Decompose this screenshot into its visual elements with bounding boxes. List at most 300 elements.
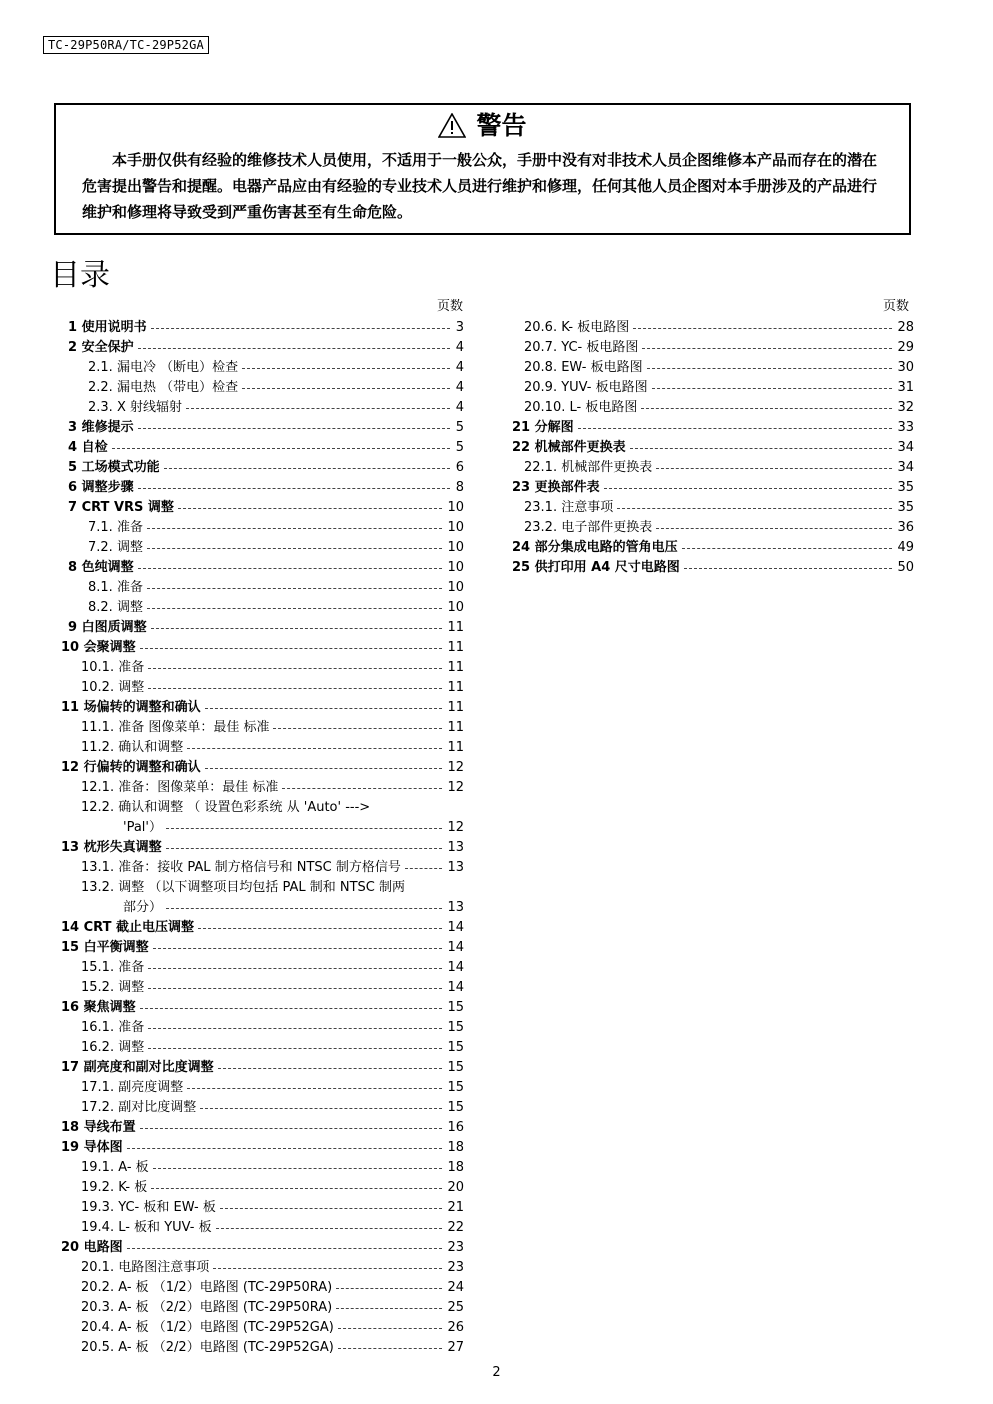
- toc-entry-label: [68, 498, 174, 518]
- toc-entry-label: [81, 798, 370, 818]
- toc-entry-text: 'Pal'）: [123, 820, 162, 835]
- toc-entry-number: 11.2.: [81, 740, 115, 755]
- toc-entry-number: 11.1.: [81, 720, 115, 735]
- toc-entry-text: 副对比度调整: [118, 1100, 197, 1115]
- toc-entry-text: 漏电冷 （断电）检查: [116, 360, 239, 375]
- toc-leader-dots: [242, 388, 450, 389]
- toc-leader-dots: [216, 1228, 442, 1229]
- toc-row: [0, 718, 470, 738]
- toc-entry-text: 枕形失真调整: [83, 840, 162, 855]
- toc-entry-number: 10.1.: [81, 660, 115, 675]
- toc-right-column: [500, 318, 920, 578]
- toc-entry-number: 7.1.: [88, 520, 113, 535]
- toc-row: [500, 478, 920, 498]
- toc-entry-text: YUV- 板电路图: [561, 380, 648, 395]
- toc-leader-dots: [138, 568, 442, 569]
- toc-entry-number: 20.2.: [81, 1280, 115, 1295]
- toc-entry-text: 准备: [116, 580, 143, 595]
- toc-leader-dots: [187, 748, 442, 749]
- toc-entry-page: 20: [447, 1180, 464, 1195]
- toc-row: [0, 1298, 470, 1318]
- toc-entry-label: [81, 1278, 332, 1298]
- toc-entry-number: 5: [68, 460, 78, 475]
- toc-row: [0, 518, 470, 538]
- toc-row: [0, 1338, 470, 1358]
- toc-entry-text: 部分集成电路的管角电压: [534, 540, 678, 555]
- toc-entry-page: 36: [897, 520, 914, 535]
- toc-entry-page: 18: [447, 1160, 464, 1175]
- toc-entry-page: 21: [447, 1200, 464, 1215]
- toc-entry-label: [88, 398, 182, 418]
- toc-entry-number: 3: [68, 420, 78, 435]
- toc-entry-page: 11: [447, 680, 464, 695]
- toc-leader-dots: [140, 1128, 442, 1129]
- toc-row: [0, 1138, 470, 1158]
- toc-entry-number: 19.2.: [81, 1180, 115, 1195]
- toc-entry-number: 22: [512, 440, 531, 455]
- toc-entry-page: 4: [455, 400, 464, 415]
- toc-entry-number: 1: [68, 320, 78, 335]
- toc-entry-text: 调整: [116, 600, 143, 615]
- toc-entry-page: 28: [897, 320, 914, 335]
- toc-entry-page: 11: [447, 660, 464, 675]
- toc-leader-dots: [147, 548, 442, 549]
- toc-entry-page: 29: [897, 340, 914, 355]
- toc-entry-page: 27: [447, 1340, 464, 1355]
- toc-entry-number: 21: [512, 420, 531, 435]
- toc-entry-number: 23.1.: [524, 500, 558, 515]
- toc-entry-number: 20.10.: [524, 400, 566, 415]
- toc-entry-number: 16: [61, 1000, 80, 1015]
- toc-row: [0, 378, 470, 398]
- toc-row: [0, 1278, 470, 1298]
- toc-entry-text: 自检: [81, 440, 108, 455]
- toc-entry-text: 注意事项: [561, 500, 614, 515]
- toc-row: [0, 458, 470, 478]
- toc-entry-page: 15: [447, 1060, 464, 1075]
- toc-leader-dots: [151, 628, 442, 629]
- toc-leader-dots: [148, 668, 442, 669]
- toc-entry-text: 调整步骤: [81, 480, 134, 495]
- toc-entry-label: [81, 1178, 147, 1198]
- toc-entry-text: 调整: [118, 980, 145, 995]
- toc-entry-number: 4: [68, 440, 78, 455]
- toc-entry-page: 15: [447, 1000, 464, 1015]
- toc-leader-dots: [140, 1008, 442, 1009]
- toc-entry-number: 10: [61, 640, 80, 655]
- toc-row: [0, 1078, 470, 1098]
- toc-entry-label: [81, 1338, 334, 1358]
- toc-entry-number: 20.9.: [524, 380, 558, 395]
- toc-entry-page: 11: [447, 640, 464, 655]
- toc-entry-text: 电子部件更换表: [561, 520, 653, 535]
- toc-row: [0, 558, 470, 578]
- toc-entry-page: 11: [447, 620, 464, 635]
- toc-row: [0, 398, 470, 418]
- toc-entry-number: 20.6.: [524, 320, 558, 335]
- toc-entry-text: 分解图: [534, 420, 574, 435]
- toc-leader-dots: [147, 528, 442, 529]
- toc-entry-text: 电路图注意事项: [118, 1260, 210, 1275]
- toc-leader-dots: [153, 1168, 442, 1169]
- toc-entry-number: 20.1.: [81, 1260, 115, 1275]
- toc-row: [500, 518, 920, 538]
- toc-entry-page: 3: [455, 320, 464, 335]
- toc-entry-text: A- 板 （2/2）电路图 (TC-29P52GA): [118, 1340, 334, 1355]
- toc-row: [0, 738, 470, 758]
- toc-row: [500, 418, 920, 438]
- toc-entry-number: 19.4.: [81, 1220, 115, 1235]
- toc-entry-number: 7: [68, 500, 78, 515]
- toc-entry-label: [512, 478, 600, 498]
- toc-leader-dots: [642, 348, 892, 349]
- toc-leader-dots: [273, 728, 442, 729]
- toc-entry-label: [68, 558, 134, 578]
- toc-row: [0, 818, 470, 838]
- toc-entry-text: 使用说明书: [81, 320, 147, 335]
- toc-entry-label: [81, 978, 144, 998]
- toc-leader-dots: [166, 828, 442, 829]
- toc-entry-text: K- 板: [118, 1180, 148, 1195]
- toc-entry-page: 6: [455, 460, 464, 475]
- toc-entry-page: 15: [447, 1020, 464, 1035]
- toc-entry-label: [81, 658, 144, 678]
- toc-leader-dots: [684, 568, 892, 569]
- toc-entry-number: 2.1.: [88, 360, 113, 375]
- toc-entry-label: [524, 498, 613, 518]
- toc-leader-dots: [656, 528, 892, 529]
- toc-entry-label: [88, 378, 238, 398]
- model-tag: TC-29P50RA/TC-29P52GA: [43, 36, 209, 54]
- toc-entry-text: A- 板 （1/2）电路图 (TC-29P50RA): [118, 1280, 333, 1295]
- toc-entry-label: [68, 458, 160, 478]
- toc-entry-label: [81, 1098, 196, 1118]
- toc-row: [0, 1038, 470, 1058]
- toc-entry-number: 24: [512, 540, 531, 555]
- toc-entry-page: 31: [897, 380, 914, 395]
- toc-entry-text: YC- 板和 EW- 板: [118, 1200, 216, 1215]
- toc-entry-label: [81, 1158, 149, 1178]
- toc-entry-page: 14: [447, 940, 464, 955]
- toc-row: [0, 1158, 470, 1178]
- toc-entry-number: 20.5.: [81, 1340, 115, 1355]
- toc-leader-dots: [166, 908, 442, 909]
- toc-entry-text: 准备: [118, 660, 145, 675]
- toc-row: [0, 418, 470, 438]
- toc-leader-dots: [682, 548, 892, 549]
- toc-entry-number: 12.1.: [81, 780, 115, 795]
- toc-entry-text: EW- 板电路图: [561, 360, 643, 375]
- toc-leader-dots: [205, 768, 442, 769]
- toc-entry-label: [68, 318, 147, 338]
- toc-entry-label: [524, 378, 648, 398]
- toc-entry-page: 25: [447, 1300, 464, 1315]
- toc-entry-number: 20.4.: [81, 1320, 115, 1335]
- toc-entry-label: [123, 818, 162, 838]
- toc-entry-text: 更换部件表: [534, 480, 600, 495]
- toc-entry-text: YC- 板电路图: [561, 340, 639, 355]
- toc-entry-text: A- 板 （2/2）电路图 (TC-29P50RA): [118, 1300, 333, 1315]
- toc-row: [0, 778, 470, 798]
- toc-entry-text: K- 板电路图: [561, 320, 630, 335]
- toc-row: [500, 458, 920, 478]
- toc-leader-dots: [242, 368, 450, 369]
- toc-entry-page: 13: [447, 900, 464, 915]
- toc-entry-label: [81, 1018, 144, 1038]
- toc-entry-text: 准备 图像菜单：最佳 标准: [118, 720, 270, 735]
- toc-entry-number: 12.2.: [81, 800, 115, 815]
- toc-row: [500, 438, 920, 458]
- toc-entry-text: 调整: [118, 680, 145, 695]
- toc-entry-number: 2.2.: [88, 380, 113, 395]
- toc-entry-number: 2: [68, 340, 78, 355]
- toc-leader-dots: [630, 448, 892, 449]
- toc-entry-page: 4: [455, 340, 464, 355]
- toc-entry-text: 漏电热 （带电）检查: [116, 380, 239, 395]
- toc-entry-label: [81, 778, 278, 798]
- toc-row: [0, 498, 470, 518]
- toc-left-column: [0, 318, 470, 1358]
- toc-row: [0, 578, 470, 598]
- toc-entry-number: 8.1.: [88, 580, 113, 595]
- toc-entry-number: 16.1.: [81, 1020, 115, 1035]
- toc-leader-dots: [166, 848, 442, 849]
- toc-row: [0, 998, 470, 1018]
- toc-entry-page: 14: [447, 960, 464, 975]
- toc-entry-label: [81, 878, 405, 898]
- toc-entry-page: 10: [447, 520, 464, 535]
- toc-entry-label: [88, 358, 238, 378]
- toc-entry-text: X 射线辐射: [116, 400, 182, 415]
- toc-row: [0, 838, 470, 858]
- toc-row: [0, 618, 470, 638]
- toc-entry-page: 16: [447, 1120, 464, 1135]
- toc-entry-text: 副亮度和副对比度调整: [83, 1060, 214, 1075]
- toc-entry-page: 34: [897, 460, 914, 475]
- toc-entry-page: 4: [455, 380, 464, 395]
- toc-entry-page: 22: [447, 1220, 464, 1235]
- toc-leader-dots: [338, 1348, 442, 1349]
- toc-entry-page: 13: [447, 860, 464, 875]
- toc-leader-dots: [186, 408, 450, 409]
- toc-entry-label: [512, 558, 680, 578]
- toc-entry-number: 17.2.: [81, 1100, 115, 1115]
- toc-row: [0, 918, 470, 938]
- toc-entry-page: 30: [897, 360, 914, 375]
- toc-entry-page: 10: [447, 600, 464, 615]
- toc-leader-dots: [205, 708, 442, 709]
- toc-leader-dots: [147, 588, 442, 589]
- toc-entry-text: L- 板和 YUV- 板: [118, 1220, 212, 1235]
- toc-entry-number: 15.1.: [81, 960, 115, 975]
- warning-triangle-icon: [438, 113, 466, 138]
- toc-entry-text: 准备：图像菜单：最佳 标准: [118, 780, 279, 795]
- toc-entry-label: [61, 1118, 136, 1138]
- toc-entry-label: [524, 518, 652, 538]
- toc-entry-text: 白平衡调整: [83, 940, 149, 955]
- toc-leader-dots: [604, 488, 892, 489]
- toc-leader-dots: [405, 868, 442, 869]
- toc-entry-text: 场偏转的调整和确认: [83, 700, 201, 715]
- toc-entry-number: 13: [61, 840, 80, 855]
- toc-row: [0, 1258, 470, 1278]
- toc-leader-dots: [220, 1208, 442, 1209]
- toc-row: [0, 338, 470, 358]
- toc-leader-dots: [148, 1028, 442, 1029]
- toc-leader-dots: [148, 968, 442, 969]
- toc-entry-page: 13: [447, 840, 464, 855]
- toc-entry-label: [81, 858, 401, 878]
- toc-row: [0, 678, 470, 698]
- toc-entry-label: [81, 958, 144, 978]
- toc-entry-label: [88, 598, 143, 618]
- toc-entry-label: [123, 898, 162, 918]
- toc-row: [0, 538, 470, 558]
- toc-entry-page: 34: [897, 440, 914, 455]
- toc-entry-text: 供打印用 A4 尺寸电路图: [534, 560, 680, 575]
- toc-entry-number: 23: [512, 480, 531, 495]
- toc-entry-page: 11: [447, 740, 464, 755]
- toc-entry-number: 6: [68, 480, 78, 495]
- toc-entry-text: 白图质调整: [81, 620, 147, 635]
- toc-row: [500, 378, 920, 398]
- warning-box: [54, 103, 911, 235]
- toc-row: [500, 338, 920, 358]
- toc-entry-number: 19.1.: [81, 1160, 115, 1175]
- toc-entry-label: [61, 1138, 123, 1158]
- toc-row: [500, 538, 920, 558]
- toc-row: [0, 318, 470, 338]
- toc-entry-number: 17.1.: [81, 1080, 115, 1095]
- toc-entry-page: 8: [455, 480, 464, 495]
- toc-entry-number: 20.7.: [524, 340, 558, 355]
- toc-row: [0, 1018, 470, 1038]
- toc-leader-dots: [187, 1088, 442, 1089]
- toc-entry-text: 机械部件更换表: [534, 440, 626, 455]
- toc-entry-text: 维修提示: [81, 420, 134, 435]
- toc-entry-text: 聚焦调整: [83, 1000, 136, 1015]
- toc-entry-text: A- 板 （1/2）电路图 (TC-29P52GA): [118, 1320, 334, 1335]
- toc-entry-label: [61, 998, 136, 1018]
- toc-entry-page: 11: [447, 700, 464, 715]
- toc-entry-text: 准备: [118, 960, 145, 975]
- toc-entry-number: 18: [61, 1120, 80, 1135]
- toc-row: [0, 958, 470, 978]
- toc-right-page-label: 页数: [883, 299, 910, 314]
- toc-entry-text: 部分）: [123, 900, 163, 915]
- toc-entry-label: [512, 538, 678, 558]
- toc-entry-label: [81, 1298, 332, 1318]
- toc-row: [0, 638, 470, 658]
- toc-entry-label: [61, 918, 194, 938]
- toc-entry-label: [81, 678, 144, 698]
- toc-entry-page: 24: [447, 1280, 464, 1295]
- toc-entry-number: 16.2.: [81, 1040, 115, 1055]
- toc-entry-page: 12: [447, 760, 464, 775]
- toc-row: [0, 598, 470, 618]
- toc-entry-page: 49: [897, 540, 914, 555]
- toc-row: [0, 478, 470, 498]
- toc-entry-page: 10: [447, 500, 464, 515]
- toc-entry-label: [68, 478, 134, 498]
- toc-row: [0, 1118, 470, 1138]
- toc-entry-label: [68, 438, 108, 458]
- toc-row: [0, 978, 470, 998]
- toc-entry-text: 行偏转的调整和确认: [83, 760, 201, 775]
- toc-entry-text: 工场模式功能: [81, 460, 160, 475]
- toc-entry-text: 机械部件更换表: [561, 460, 653, 475]
- toc-leader-dots: [338, 1328, 442, 1329]
- toc-entry-page: 35: [897, 500, 914, 515]
- toc-entry-number: 19.3.: [81, 1200, 115, 1215]
- toc-entry-page: 5: [455, 440, 464, 455]
- toc-entry-label: [524, 338, 638, 358]
- toc-entry-text: 准备: [118, 1020, 145, 1035]
- toc-entry-label: [61, 758, 201, 778]
- toc-entry-page: 15: [447, 1040, 464, 1055]
- warning-title-text: 警告: [476, 111, 527, 140]
- toc-entry-number: 13.2.: [81, 880, 115, 895]
- toc-entry-label: [81, 1198, 216, 1218]
- toc-entry-page: 12: [447, 820, 464, 835]
- toc-entry-text: 确认和调整: [118, 740, 184, 755]
- toc-leader-dots: [200, 1108, 442, 1109]
- toc-entry-number: 17: [61, 1060, 80, 1075]
- toc-entry-number: 14: [61, 920, 80, 935]
- toc-entry-number: 9: [68, 620, 78, 635]
- toc-entry-number: 23.2.: [524, 520, 558, 535]
- toc-entry-number: 12: [61, 760, 80, 775]
- toc-entry-page: 18: [447, 1140, 464, 1155]
- toc-row: [0, 1238, 470, 1258]
- toc-entry-text: 安全保护: [81, 340, 134, 355]
- toc-entry-text: CRT VRS 调整: [81, 500, 174, 515]
- toc-entry-label: [81, 718, 269, 738]
- toc-leader-dots: [213, 1268, 442, 1269]
- toc-entry-label: [61, 698, 201, 718]
- toc-entry-number: 11: [61, 700, 80, 715]
- toc-entry-page: 10: [447, 560, 464, 575]
- toc-entry-page: 23: [447, 1260, 464, 1275]
- toc-left-page-label: 页数: [437, 299, 464, 314]
- toc-row: [500, 498, 920, 518]
- toc-entry-label: [81, 1318, 334, 1338]
- toc-entry-label: [524, 358, 643, 378]
- toc-entry-number: 8.2.: [88, 600, 113, 615]
- toc-entry-page: 11: [447, 720, 464, 735]
- toc-leader-dots: [147, 608, 442, 609]
- toc-entry-label: [524, 398, 637, 418]
- toc-leader-dots: [652, 388, 892, 389]
- toc-entry-text: 准备：接收 PAL 制方格信号和 NTSC 制方格信号: [118, 860, 401, 875]
- toc-leader-dots: [148, 1048, 442, 1049]
- toc-row: [500, 318, 920, 338]
- toc-entry-page: 35: [897, 480, 914, 495]
- toc-row: [0, 898, 470, 918]
- toc-row: [500, 558, 920, 578]
- toc-leader-dots: [138, 348, 450, 349]
- toc-row: [500, 358, 920, 378]
- toc-entry-text: 调整: [118, 1040, 145, 1055]
- toc-entry-label: [81, 1258, 209, 1278]
- toc-leader-dots: [148, 688, 442, 689]
- toc-leader-dots: [336, 1288, 442, 1289]
- toc-entry-label: [61, 1058, 214, 1078]
- toc-entry-page: 12: [447, 780, 464, 795]
- toc-row: [500, 398, 920, 418]
- toc-entry-label: [524, 458, 652, 478]
- toc-row: [0, 938, 470, 958]
